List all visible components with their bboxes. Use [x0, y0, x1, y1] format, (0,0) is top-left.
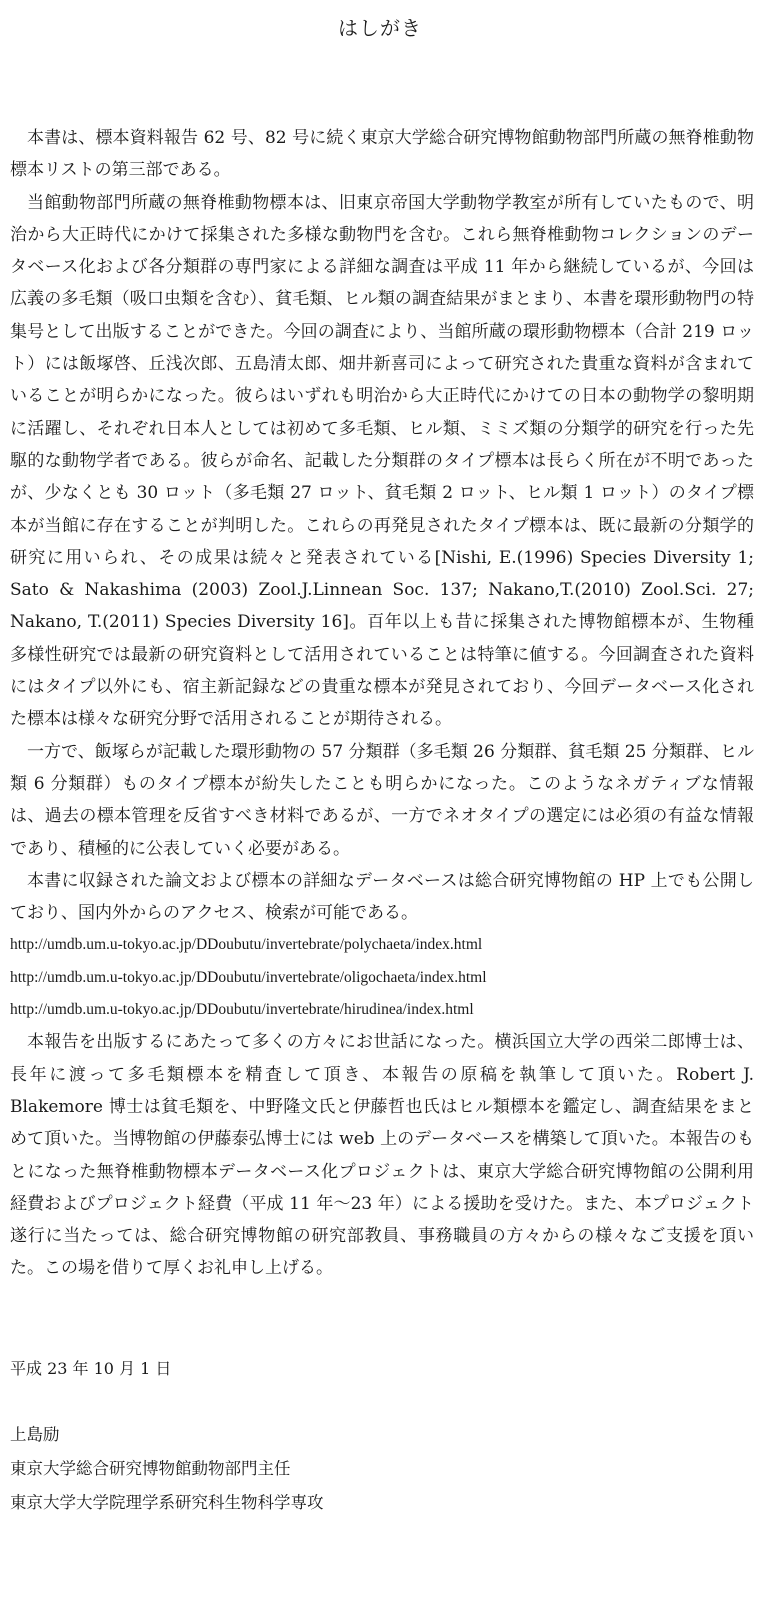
- paragraph-lost-types: 一方で、飯塚らが記載した環形動物の 57 分類群（多毛類 26 分類群、貧毛類 25 分類群、ヒル類 6 分類群）ものタイプ標本が紛失したことも明らかになった。このようなネガティブな情報は、過去の標本管理を反省すべき材料であるが、一方でネオタイプの選定には必須の有益な情報であり、積極的に公表していく必要がある。: [10, 741, 754, 859]
- author-affiliation-university: 東京大学大学院理学系研究科生物科学専攻: [10, 1493, 324, 1512]
- url-hirudinea: http://umdb.um.u-tokyo.ac.jp/DDoubutu/invertebrate/hirudinea/index.html: [10, 1001, 474, 1019]
- paragraph-intro: 本書は、標本資料報告 62 号、82 号に続く東京大学総合研究博物館動物部門所蔵の無脊椎動物標本リストの第三部である。: [10, 128, 754, 181]
- author-affiliation-museum: 東京大学総合研究博物館動物部門主任: [10, 1459, 291, 1478]
- paragraph-acknowledgements: 本報告を出版するにあたって多くの方々にお世話になった。横浜国立大学の西栄二郎博士は、長年に渡って多毛類標本を精査して頂き、本報告の原稿を執筆して頂いた。Robert J. Blakemore 博士は貧毛類を、中野隆文氏と伊藤哲也氏はヒル類標本を鑑定し、調査結果をまとめて頂いた。当博物館の伊藤泰弘博士には web 上のデータベースを構築して頂いた。本報告のもとになった無脊椎動物標本データベース化プロジェクトは、東京大学総合研究博物館の公開利用経費およびプロジェクト経費（平成 11 年〜23 年）による援助を受けた。また、本プロジェクト遂行に当たっては、総合研究博物館の研究部教員、事務職員の方々からの様々なご支援を頂いた。この場を借りて厚くお礼申し上げる。: [10, 1032, 754, 1279]
- signature-block: [10, 1418, 324, 1520]
- paragraph-collection: 当館動物部門所蔵の無脊椎動物標本は、旧東京帝国大学動物学教室が所有していたもので、明治から大正時代にかけて採集された多様な動物門を含む。これら無脊椎動物コレクションのデータベース化および各分類群の専門家による詳細な調査は平成 11 年から継続しているが、今回は広義の多毛類（吸口虫類を含む）、貧毛類、ヒル類の調査結果がまとまり、本書を環形動物門の特集号として出版することができた。今回の調査により、当館所蔵の環形動物標本（合計 219 ロット）には飯塚啓、丘浅次郎、五島清太郎、畑井新喜司によって研究された貴重な資料が含まれていることが明らかになった。彼らはいずれも明治から大正時代にかけての日本の動物学の黎明期に活躍し、それぞれ日本人としては初めて多毛類、ヒル類、ミミズ類の分類学的研究を行った先駆的な動物学者である。彼らが命名、記載した分類群のタイプ標本は長らく所在が不明であったが、少なくとも 30 ロット（多毛類 27 ロット、貧毛類 2 ロット、ヒル類 1 ロット）のタイプ標本が当館に存在することが判明した。これらの再発見されたタイプ標本は、既に最新の分類学的研究に用いられ、その成果は続々と発表されている[Nishi, E.(1996) Species Diversity 1; Sato & Nakashima (2003) Zool.J.Linnean Soc. 137; Nakano,T.(2010) Zool.Sci. 27; Nakano, T.(2011) Species Diversity 16]。百年以上も昔に採集された博物館標本が、生物種多様性研究では最新の研究資料として活用されていることは特筆に値する。今回調査された資料にはタイプ以外にも、宿主新記録などの貴重な標本が発見されており、今回データベース化された標本は様々な研究分野で活用されることが期待される。: [10, 192, 754, 730]
- paragraph-database: 本書に収録された論文および標本の詳細なデータベースは総合研究博物館の HP 上でも公開しており、国内外からのアクセス、検索が可能である。: [10, 870, 754, 924]
- page-title: はしがき: [338, 16, 422, 40]
- preface-body: [10, 122, 754, 1285]
- author-name: 上島励: [10, 1425, 60, 1444]
- document-date: 平成 23 年 10 月 1 日: [10, 1359, 172, 1378]
- url-polychaeta: http://umdb.um.u-tokyo.ac.jp/DDoubutu/invertebrate/polychaeta/index.html: [10, 936, 483, 954]
- url-oligochaeta: http://umdb.um.u-tokyo.ac.jp/DDoubutu/invertebrate/oligochaeta/index.html: [10, 968, 487, 986]
